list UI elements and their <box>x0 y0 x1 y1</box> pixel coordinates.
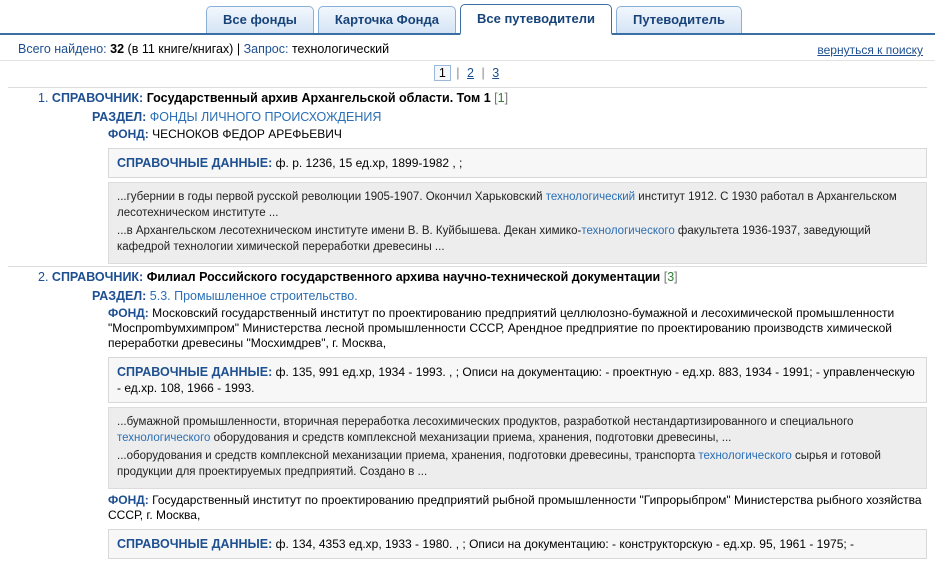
result-count: 3 <box>667 270 675 284</box>
snippet-group <box>108 182 927 264</box>
spravochnik-label: СПРАВОЧНИК: <box>51 270 144 284</box>
back-to-search-link[interactable]: вернуться к поиску <box>817 43 923 57</box>
count-bracket-open: [ <box>663 270 668 284</box>
spravochnye-card <box>108 529 927 559</box>
found-in-books: (в 11 книге/книгах) <box>127 42 234 56</box>
spravochnye-value: ф. 134, 4353 ед.хр, 1933 - 1980. , ; Описи на документацию: - конструкторскую - ед.хр. 95, 1961 - 1975; - <box>275 537 855 551</box>
snippet-group <box>108 407 927 489</box>
spravochnye-label: СПРАВОЧНЫЕ ДАННЫЕ: <box>117 156 273 170</box>
snippet-highlight: технологического <box>117 432 211 444</box>
result-number: 2. <box>38 270 49 284</box>
result-body <box>8 107 927 264</box>
razdel-label: РАЗДЕЛ: <box>92 289 147 303</box>
snippet-line <box>117 189 918 221</box>
fond-row <box>92 491 927 525</box>
snippet-highlight: технологического <box>698 450 792 462</box>
razdel-value[interactable]: 5.3. Промышленное строительство. <box>149 289 358 303</box>
razdel-row <box>92 107 927 125</box>
snippet-text: ...оборудования и средств комплексной механизации приема, хранения, подготовки древесины, транспорта <box>117 450 699 462</box>
fond-row <box>92 304 927 353</box>
razdel-row <box>92 286 927 304</box>
tab-bar <box>0 0 935 35</box>
spravochnye-card <box>108 148 927 178</box>
page-link-2[interactable]: 2 <box>467 66 474 80</box>
tab-all-funds[interactable]: Все фонды <box>206 6 314 33</box>
spravochnik-title[interactable]: Филиал Российского государственного архива научно-технической документации <box>146 270 661 284</box>
fond-label: ФОНД: <box>108 493 149 507</box>
snippet-text: институт 1912. С 1930 работал в Архангельском лесотехническом институте ... <box>117 191 897 219</box>
snippet-highlight: технологический <box>545 191 636 203</box>
result-heading <box>8 87 927 107</box>
pager-sep-2: | <box>481 66 485 80</box>
snippet-text: сырья и готовой продукции для проектируемых предприятий. Создано в ... <box>117 450 881 478</box>
spravochnye-label: СПРАВОЧНЫЕ ДАННЫЕ: <box>117 537 273 551</box>
query-value: технологический <box>291 42 390 56</box>
pagination <box>0 61 935 87</box>
count-bracket-close: ] <box>504 91 509 105</box>
pager-sep-1: | <box>456 66 460 80</box>
tab-guide[interactable]: Путеводитель <box>616 6 742 33</box>
snippet-text: факультета 1936-1937, заведующий кафедрой технологии химической переработки древесины ... <box>117 225 871 253</box>
spravochnye-value: ф. 135, 991 ед.хр, 1934 - 1993. , ; Описи на документацию: - проектную - ед.хр. 883, 1934 - 1991; - управленческую - ед.хр. 108, 1966 - 1993. <box>117 365 915 395</box>
summary-separator: | <box>236 42 241 56</box>
snippet-line <box>117 414 918 446</box>
results-list <box>0 87 935 561</box>
found-count: 32 <box>110 42 125 56</box>
page-link-3[interactable]: 3 <box>492 66 500 80</box>
snippet-text: оборудования и средств комплексной механизации приема, хранения, подготовки древесины, ... <box>210 432 732 444</box>
count-bracket-open: [ <box>494 91 498 105</box>
result-body <box>8 286 927 559</box>
razdel-label: РАЗДЕЛ: <box>92 110 147 124</box>
query-label: Запрос: <box>243 42 289 56</box>
found-label: Всего найдено: <box>18 42 107 56</box>
search-summary <box>0 35 935 61</box>
fond-label: ФОНД: <box>108 306 149 320</box>
result-heading <box>8 266 927 286</box>
fond-value: Московский государственный институт по проектированию предприятий целлюлозно-бумажной и лесохимической промышленности "Моспрombумхимпром" Министерства лесной промышленности СССР, Арендное предприятие по проектированию производств химической переработки древесины "Мосхимдрев", г. Москва, <box>108 306 895 350</box>
spravochnye-label: СПРАВОЧНЫЕ ДАННЫЕ: <box>117 365 273 379</box>
spravochnik-title[interactable]: Государственный архив Архангельской области. Том 1 <box>146 91 491 105</box>
result-count: 1 <box>497 91 505 105</box>
tab-fund-card[interactable]: Карточка Фонда <box>318 6 456 33</box>
result-number: 1. <box>38 91 49 105</box>
snippet-line <box>117 448 918 480</box>
spravochnye-value: ф. р. 1236, 15 ед.хр, 1899-1982 , ; <box>275 156 463 170</box>
count-bracket-close: ] <box>674 270 678 284</box>
tab-all-guides[interactable]: Все путеводители <box>460 4 612 35</box>
fond-value: Государственный институт по проектированию предприятий рыбной промышленности "Гипрорыбпром" Министерства рыбного хозяйства СССР, г. Москва, <box>108 493 922 522</box>
snippet-highlight: технологического <box>581 225 675 237</box>
snippet-line <box>117 223 918 255</box>
fond-value: ЧЕСНОКОВ ФЕДОР АРЕФЬЕВИЧ <box>152 127 342 141</box>
snippet-text: ...в Архангельском лесотехническом институте имени В. В. Куйбышева. Декан химико- <box>117 225 582 237</box>
snippet-text: ...бумажной промышленности, вторичная переработка лесохимических продуктов, разработкой нестандартизированного и специального <box>117 416 854 428</box>
page-current[interactable]: 1 <box>434 65 451 81</box>
fond-row <box>92 125 927 144</box>
spravochnik-label: СПРАВОЧНИК: <box>51 91 144 105</box>
spravochnye-card <box>108 357 927 403</box>
snippet-text: ...губернии в годы первой русской революции 1905-1907. Окончил Харьковский <box>117 191 546 203</box>
razdel-value[interactable]: ФОНДЫ ЛИЧНОГО ПРОИСХОЖДЕНИЯ <box>149 110 382 124</box>
fond-label: ФОНД: <box>108 127 149 141</box>
